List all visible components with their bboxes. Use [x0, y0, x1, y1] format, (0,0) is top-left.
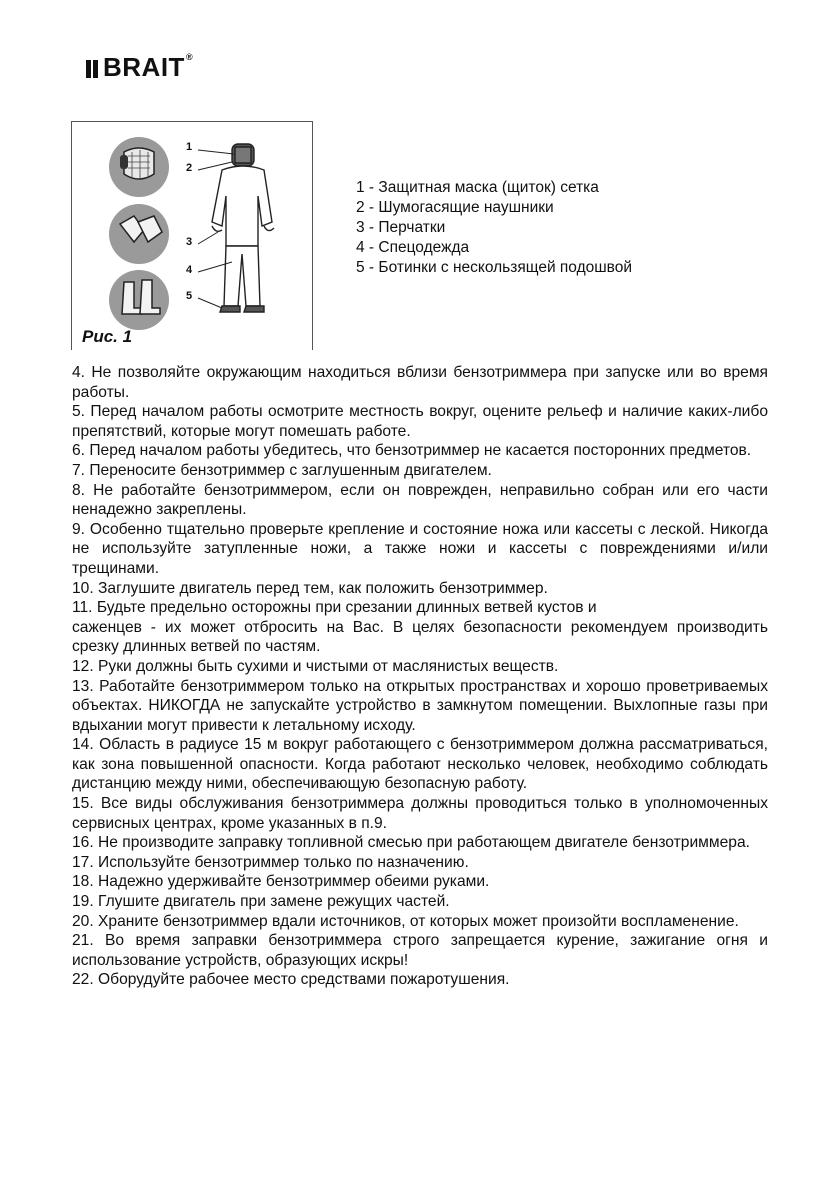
legend-item: 1 - Защитная маска (щиток) сетка — [356, 179, 599, 196]
safety-rules — [72, 363, 768, 990]
legend-item: 5 - Ботинки с нескользящей подошвой — [356, 259, 633, 276]
rule-item: саженцев - их может отбросить на Вас. В целях безопасности рекомендуем производить срезку длинных ветвей по частям. — [72, 618, 768, 656]
rule-item: 14. Область в радиусе 15 м вокруг работающего с бензотриммером должна рассматриваться, как зона повышенной опасности. Когда работают несколько человек, необходимо соблюдать дистанцию между ними, обеспечивающую безопасную работу. — [72, 736, 768, 793]
rule-item: 4. Не позволяйте окружающим находиться вблизи бензотриммера при запуске или во время работы. — [72, 364, 768, 401]
rule-item: 9. Особенно тщательно проверьте крепление и состояние ножа или кассеты с леской. Никогда не используйте затупленные ножи, а также ножи и кассеты с повреждениями и/или трещинами. — [72, 520, 768, 577]
rule-item: 22. Оборудуйте рабочее место средствами пожаротушения. — [72, 971, 510, 989]
rule-item: 17. Используйте бензотриммер только по назначению. — [72, 853, 469, 871]
worker-figure — [212, 144, 274, 312]
rule-item: 11. Будьте предельно осторожны при срезании длинных ветвей кустов и — [72, 599, 597, 617]
callout-1: 1 — [186, 141, 193, 153]
rule-item: 13. Работайте бензотриммером только на открытых пространствах и хорошо проветриваемых объектах. НИКОГДА не запускайте устройство в замкнутом помещении. Выхлопные газы при вдыхании могут привести к летальному исходу. — [72, 677, 768, 734]
boots-icon — [109, 270, 169, 330]
legend-item: 3 - Перчатки — [356, 219, 446, 236]
callout-2: 2 — [186, 162, 193, 174]
rule-item: 20. Храните бензотриммер вдали источников, от которых может произойти воспламенение. — [72, 912, 739, 930]
logo-mark-icon — [86, 60, 100, 78]
figure-legend — [356, 178, 632, 278]
rule-item: 21. Во время заправки бензотриммера строго запрещается курение, зажигание огня и использование устройств, образующих искры! — [72, 932, 768, 969]
protective-equipment-figure — [71, 121, 313, 350]
callout-4: 4 — [186, 264, 193, 276]
rule-item: 16. Не производите заправку топливной смесью при работающем двигателе бензотриммера. — [72, 834, 750, 852]
face-shield-icon — [109, 137, 169, 197]
brand-name: BRAIT — [103, 52, 185, 82]
rule-item: 15. Все виды обслуживания бензотриммера должны проводиться только в уполномоченных сервисных центрах, кроме указанных в п.9. — [72, 795, 768, 832]
figure-caption: Рис. 1 — [82, 327, 133, 346]
rule-item: 5. Перед началом работы осмотрите местность вокруг, оцените рельеф и наличие каких-либо препятствий, которые могут помешать работе. — [72, 403, 768, 440]
rule-item: 6. Перед началом работы убедитесь, что бензотриммер не касается посторонних предметов. — [72, 442, 752, 460]
legend-item: 4 - Спецодежда — [356, 239, 470, 256]
registered-mark: ® — [185, 52, 193, 62]
callout-5: 5 — [186, 290, 193, 302]
rule-item: 12. Руки должны быть сухими и чистыми от маслянистых веществ. — [72, 657, 559, 675]
rule-item: 10. Заглушите двигатель перед тем, как положить бензотриммер. — [72, 579, 548, 597]
rule-item: 18. Надежно удерживайте бензотриммер обеими руками. — [72, 873, 490, 891]
rule-item: 7. Переносите бензотриммер с заглушенным двигателем. — [72, 461, 492, 479]
callout-3: 3 — [186, 236, 193, 248]
rule-item: 8. Не работайте бензотриммером, если он поврежден, неправильно собран или его части ненадежно закреплены. — [72, 481, 768, 519]
brand-logo — [86, 52, 193, 82]
gloves-icon — [109, 204, 169, 264]
legend-item: 2 - Шумогасящие наушники — [356, 199, 554, 216]
rule-item: 19. Глушите двигатель при замене режущих частей. — [72, 893, 450, 911]
